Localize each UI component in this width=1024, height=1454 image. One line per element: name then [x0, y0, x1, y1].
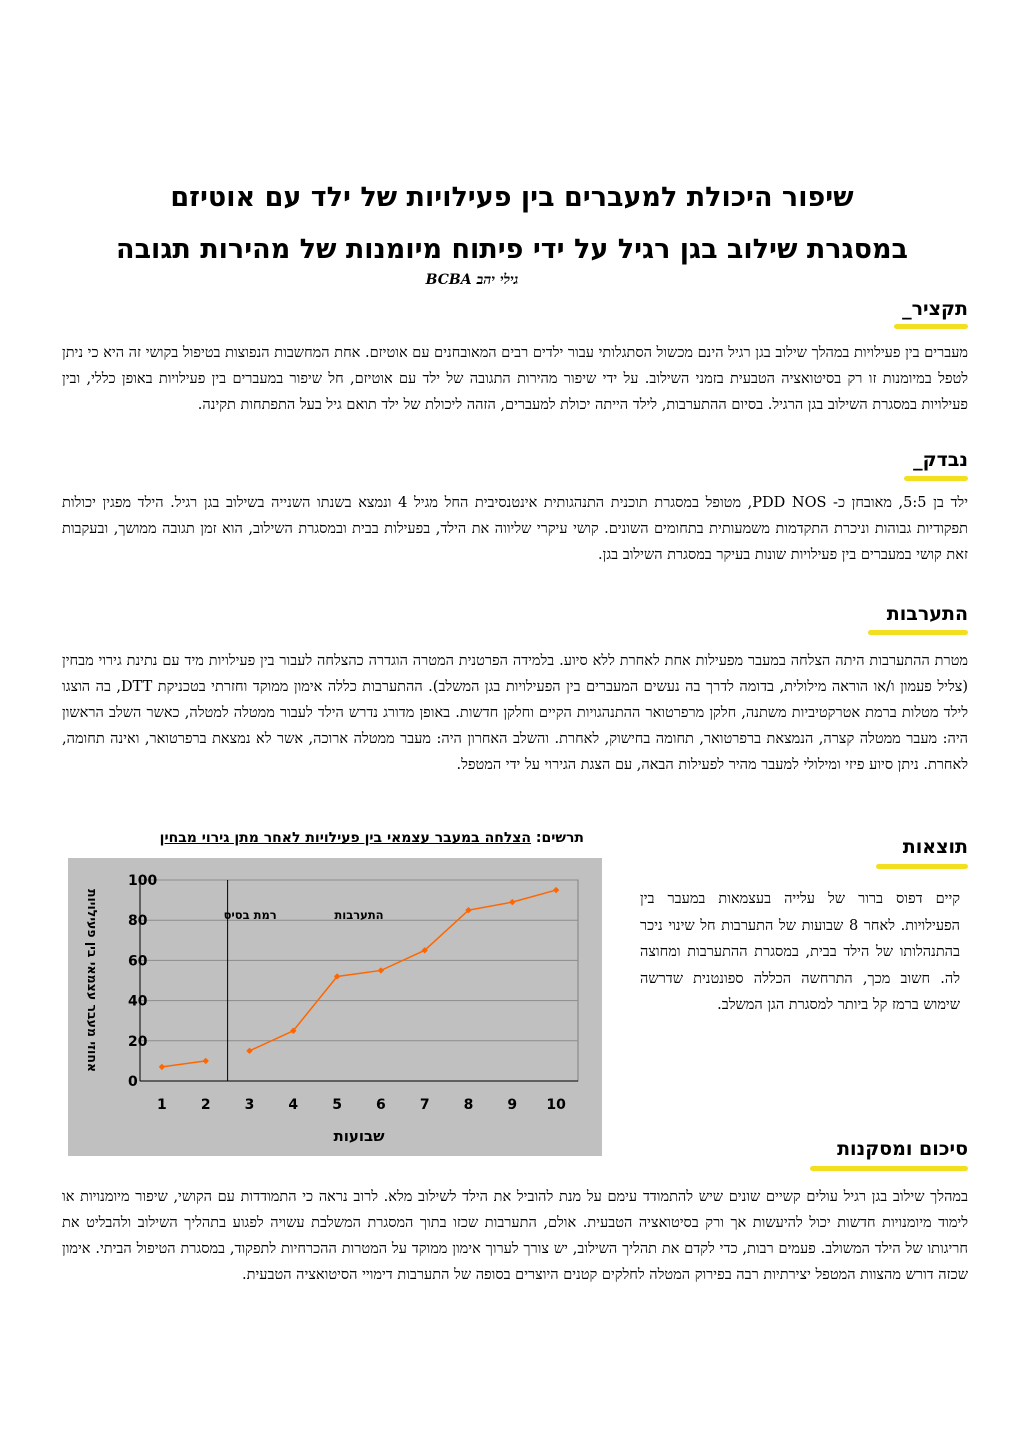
abstract-text: מעברים בין פעילויות במהלך שילוב בגן רגיל הינם מכשול הסתגלותי עבור ילדים רבים המאובחנים עם אוטיזם. אחת המחשבות הנפוצות בטיפול בקושי זה היא כי ניתן לטפל במיומנות זו רק בסיטואציה הטבעית בזמני השילוב. על ידי שיפור מהירות התגובה של ילד עם אוטיזם, חל שיפור במעברים בין פעילויות באופן כללי, ובין פעילויות במסגרת השילוב בגן הרגיל. בסיום ההתערבות, לילד הייתה יכולת למעברים, הזהה ליכולת של ילד תואם גיל בעל התפתחות תקינה.	[62, 345, 968, 413]
y-tick-label: 60	[128, 953, 148, 970]
x-tick-label: 7	[419, 1097, 430, 1113]
figure-caption-prefix: תרשים:	[535, 830, 584, 846]
y-axis-title: אחוזי מעבר עצמאי בין פעילויות	[85, 888, 100, 1073]
y-tick-label: 0	[128, 1074, 138, 1090]
y-tick-label: 40	[128, 993, 148, 1010]
results-chart	[68, 858, 602, 1156]
abstract-heading: תקציר_	[902, 298, 968, 320]
author-line: גילי יהב BCBA	[425, 272, 519, 288]
x-tick-label: 5	[332, 1097, 342, 1113]
subject-heading: נבדק_	[913, 449, 968, 471]
conclusion-heading: סיכום ומסקנות	[837, 1138, 968, 1160]
title-line-2: במסגרת שילוב בגן רגיל על ידי פיתוח מיומנות של מהירות תגובה	[116, 234, 908, 265]
figure-caption	[160, 830, 584, 846]
x-tick-label: 3	[244, 1097, 255, 1113]
x-tick-label: 8	[463, 1097, 474, 1113]
results-heading-underline	[876, 864, 968, 869]
page-title	[40, 172, 984, 276]
title-line-1: שיפור היכולת למעברים בין פעילויות של ילד עם אוטיזם	[170, 182, 854, 213]
x-tick-label: 1	[157, 1097, 167, 1113]
y-tick-label: 20	[128, 1033, 148, 1050]
intervention-heading-underline	[868, 630, 968, 635]
subject-heading-underline	[904, 476, 968, 481]
subject-text: ילד בן 5:5, מאובחן כ- PDD NOS, מטופל במסגרת תוכנית התנהגותית אינטנסיבית החל מגיל 4 ונמצא בשנתו השנייה בשילוב בגן רגיל. הילד מפגין יכולות תפקודיות גבוהות וניכרת התקדמות משמעותית בתחומים השונים. קושי עיקרי שליווה את הילד, בפעילות בבית ובמסגרת השילוב, הוא זמן תגובה ממושך, ובעקבות זאת קושי במעברים בין פעילויות שונות בעיקר במסגרת השילוב בגן.	[62, 495, 969, 563]
abstract-heading-underline	[894, 324, 968, 329]
conclusion-text: במהלך שילוב בגן רגיל עולים קשיים שונים שיש להתמודד עימם על מנת להוביל את הילד לשילוב מלא. לרוב נראה כי התמודדות עם הקושי, שיפור מיומנויות או לימוד מיומנויות חדשות יכול להיעשות אך ורק בסיטואציה הטבעית. אולם, התערבות שכזו בתוך המסגרת המשלבת עשויה לפגוע בתהליך השילוב ולהבליט את חריגותו של הילד המשולב. פעמים רבות, כדי לקדם את תהליך השילוב, יש צורך לערוך אימון ממוקד על המטרות ההכרחיות לתפקוד, במסגרת הטיפול הביתי. אימון שכזה דורש מהצוות המטפל יצירתיות רבה בפירוק המטלה לחלקים קטנים היוצרים בסופה של התערבות דימויי הסיטואציה הטבעית.	[62, 1189, 968, 1283]
x-tick-label: 10	[546, 1097, 566, 1113]
results-heading: תוצאות	[902, 836, 968, 858]
intervention-text: מטרת ההתערבות היתה הצלחה במעבר מפעילות אחת לאחרת ללא סיוע. בלמידה הפרטנית המטרה הוגדרה כהצלחה לעבור בין פעילויות מיד עם נתינת גירוי מבחין (צליל פעמון ו/או הוראה מילולית, בדומה לדרך בה נעשים המעברים בין הפעילויות בגן המשלב). ההתערבות כללה אימון ממוקד וחזרתי בטכניקת DTT, בה הוצגו לילד מטלות ברמת אטרקטיביות משתנה, חלקן מרפרטואר ההתנהגויות הקיים וחלקן חדשות. באופן מדורג נדרש הילד לעבור ממטלה למטלה, כאשר השלב הראשון היה: מעבר ממטלה קצרה, הנמצאת ברפרטואר, תחומה בחישוק, לאחרת. והשלב האחרון היה: מעבר ממטלה ארוכה, אשר לא נמצאת ברפרטואר, ואינה תחומה, לאחרת. ניתן סיוע פיזי ומילולי למעבר מהיר לפעילות הבאה, עם הצגת הגירוי על ידי המטפל.	[62, 653, 968, 773]
x-axis-title: שבועות	[333, 1127, 385, 1145]
y-tick-label: 100	[128, 873, 158, 889]
x-tick-label: 2	[200, 1097, 211, 1113]
intervention-heading: התערבות	[886, 603, 968, 625]
x-tick-label: 9	[507, 1097, 518, 1113]
phase-label-intervention: התערבות	[334, 908, 384, 922]
results-text: קיים דפוס ברור של עלייה בעצמאות במעבר בין הפעילויות. לאחר 8 שבועות של התערבות חל שינוי ניכר בהתנהלותו של הילד בבית, במסגרת ההתערבות ומחוצה לה. חשוב מכך, התרחשה הכללה ספונטנית שדרשה שימוש ברמז קל ביותר למסגרת הגן המשלב.	[640, 891, 960, 1013]
x-tick-label: 6	[376, 1097, 386, 1113]
chart-svg	[68, 858, 602, 1156]
x-tick-label: 4	[288, 1097, 299, 1113]
conclusion-heading-underline	[810, 1166, 968, 1171]
y-tick-label: 80	[128, 913, 148, 930]
phase-label-baseline: רמת בסיס	[223, 908, 277, 922]
figure-caption-text: הצלחה במעבר עצמאי בין פעילויות לאחר מתן גירוי מבחין	[159, 830, 532, 846]
